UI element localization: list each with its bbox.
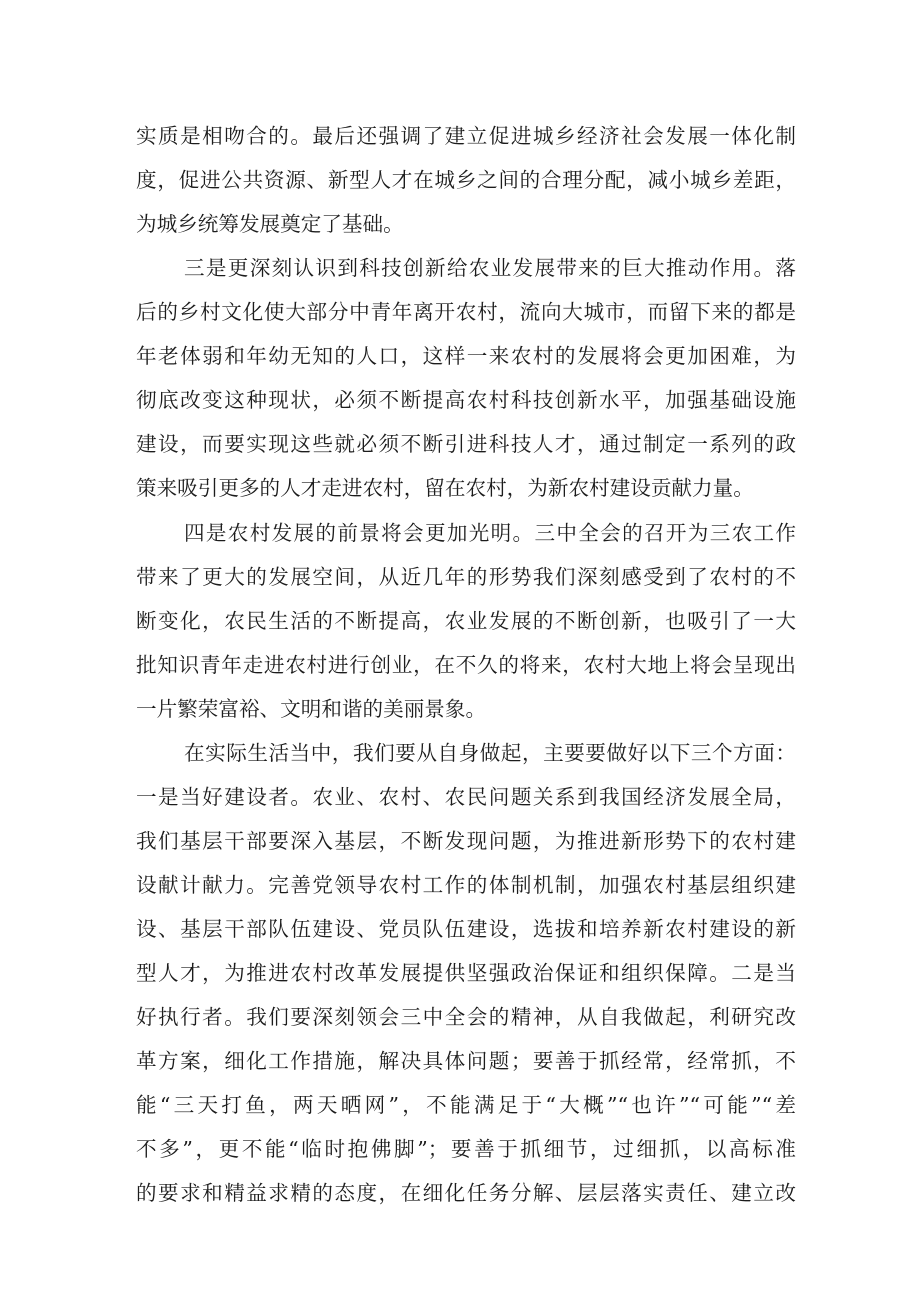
text-line: 能“三天打鱼，两天晒网”，不能满足于“大概”“也许”“可能”“差 xyxy=(136,1093,796,1118)
text-line: 不多”，更不能“临时抱佛脚”；要善于抓细节，过细抓，以高标准 xyxy=(136,1137,796,1162)
text-line: 在实际生活当中，我们要从自身做起，主要要做好以下三个方面： xyxy=(184,740,796,765)
text-line: 好执行者。我们要深刻领会三中全会的精神，从自我做起，利研究改 xyxy=(136,1005,796,1029)
text-line: 断变化，农民生活的不断提高，农业发展的不断创新，也吸引了一大 xyxy=(136,608,796,633)
text-line: 三是更深刻认识到科技创新给农业发展带来的巨大推动作用。落 xyxy=(184,256,796,281)
text-line: 设献计献力。完善党领导农村工作的体制机制，加强农村基层组织建 xyxy=(136,872,796,897)
text-line: 策来吸引更多的人才走进农村，留在农村，为新农村建设贡献力量。 xyxy=(136,476,754,501)
text-line: 批知识青年走进农村进行创业，在不久的将来，农村大地上将会呈现出 xyxy=(136,652,796,677)
text-line: 我们基层干部要深入基层，不断发现问题，为推进新形势下的农村建 xyxy=(136,828,796,853)
text-line: 一片繁荣富裕、文明和谐的美丽景象。 xyxy=(136,696,487,721)
text-line: 带来了更大的发展空间，从近几年的形势我们深刻感受到了农村的不 xyxy=(136,564,796,589)
text-line: 年老体弱和年幼无知的人口，这样一来农村的发展将会更加困难，为 xyxy=(136,344,796,369)
text-line: 设、基层干部队伍建设、党员队伍建设，选拔和培养新农村建设的新 xyxy=(136,916,796,941)
text-line: 的要求和精益求精的态度，在细化任务分解、层层落实责任、建立改 xyxy=(136,1181,796,1206)
text-line: 革方案，细化工作措施，解决具体问题；要善于抓经常，经常抓，不 xyxy=(136,1049,796,1073)
text-line: 彻底改变这种现状，必须不断提高农村科技创新水平，加强基础设施 xyxy=(136,388,796,413)
text-line: 一是当好建设者。农业、农村、农民问题关系到我国经济发展全局， xyxy=(136,784,796,809)
text-line: 度，促进公共资源、新型人才在城乡之间的合理分配，减小城乡差距， xyxy=(136,168,796,193)
text-line: 型人才，为推进农村改革发展提供坚强政治保证和组织保障。二是当 xyxy=(136,960,796,985)
text-line: 建设，而要实现这些就必须不断引进科技人才，通过制定一系列的政 xyxy=(136,432,796,457)
text-line: 实质是相吻合的。最后还强调了建立促进城乡经济社会发展一体化制 xyxy=(136,124,796,148)
text-line: 四是农村发展的前景将会更加光明。三中全会的召开为三农工作 xyxy=(184,520,796,545)
text-line: 为城乡统筹发展奠定了基础。 xyxy=(136,212,404,237)
text-line: 后的乡村文化使大部分中青年离开农村，流向大城市，而留下来的都是 xyxy=(136,300,796,325)
